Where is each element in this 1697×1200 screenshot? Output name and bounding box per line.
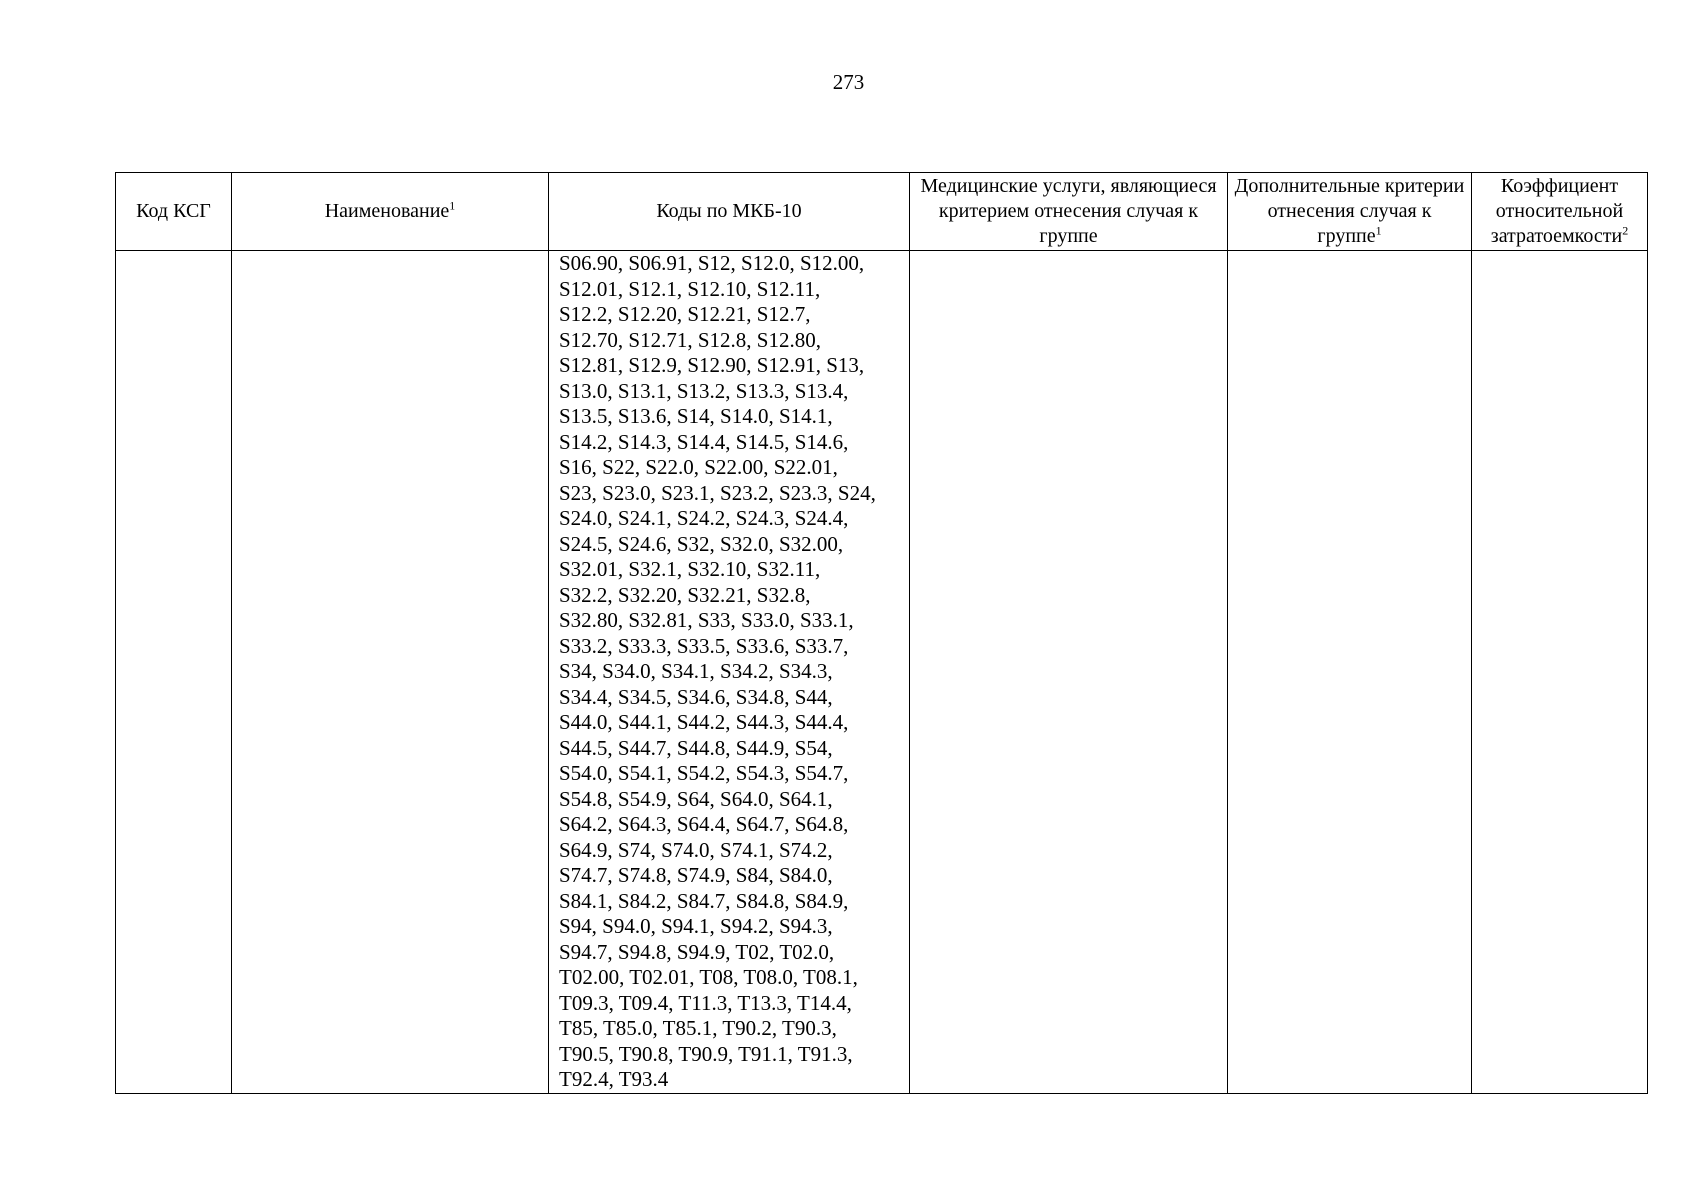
page-number: 273 (832, 70, 865, 94)
mkb-code-line: T09.3, T09.4, T11.3, T13.3, T14.4, (559, 990, 852, 1015)
header-mkb-codes (549, 173, 910, 251)
mkb-code-line: S44.0, S44.1, S44.2, S44.3, S44.4, (559, 710, 849, 734)
cell-ksg-code (116, 251, 232, 1094)
ksg-table (115, 172, 1648, 1094)
header-additional-criteria-text: Дополнительные критерии отнесения случая к группе$^1$ (1234, 175, 1465, 247)
table-row (116, 251, 1648, 1094)
mkb-code-line: S12.01, S12.1, S12.10, S12.11, (559, 276, 821, 301)
mkb-code-line: S32.80, S32.81, S33, S33.0, S33.1, (559, 608, 854, 632)
header-mkb-codes-text: Коды по МКБ-10 (656, 200, 802, 222)
mkb-code-line: S24.5, S24.6, S32, S32.0, S32.00, (559, 531, 844, 556)
header-additional-criteria (1228, 173, 1472, 251)
mkb-code-line: T90.5, T90.8, T90.9, T91.1, T91.3, (559, 1041, 853, 1066)
mkb-code-line: S33.2, S33.3, S33.5, S33.6, S33.7, (559, 633, 849, 658)
cell-name (232, 251, 549, 1094)
mkb-code-line: S12.2, S12.20, S12.21, S12.7, (559, 302, 811, 326)
mkb-code-line: S32.2, S32.20, S32.21, S32.8, (559, 582, 811, 607)
mkb-code-line: S06.90, S06.91, S12, S12.0, S12.00, (559, 251, 865, 275)
cell-medical-services (910, 251, 1228, 1094)
header-ksg-code (116, 173, 232, 251)
header-medical-services (910, 173, 1228, 251)
mkb-code-line: S94, S94.0, S94.1, S94.2, S94.3, (559, 914, 833, 938)
header-name (232, 173, 549, 251)
mkb-code-line: S23, S23.0, S23.1, S23.2, S23.3, S24, (559, 480, 876, 505)
mkb-code-line: T85, T85.0, T85.1, T90.2, T90.3, (559, 1016, 837, 1040)
footnote-marker: 2 (1622, 223, 1629, 238)
mkb-code-line: S54.0, S54.1, S54.2, S54.3, S54.7, (559, 761, 849, 785)
mkb-code-line: S16, S22, S22.0, S22.00, S22.01, (559, 455, 838, 479)
mkb-code-line: S64.2, S64.3, S64.4, S64.7, S64.8, (559, 812, 849, 836)
mkb-code-line: S13.5, S13.6, S14, S14.0, S14.1, (559, 404, 833, 428)
mkb-code-line: S44.5, S44.7, S44.8, S44.9, S54, (559, 735, 833, 760)
footnote-marker: 1 (449, 198, 456, 213)
mkb-code-line: S54.8, S54.9, S64, S64.0, S64.1, (559, 786, 833, 811)
header-name-text: Наименование$^1$ (324, 198, 456, 222)
mkb-code-line: S94.7, S94.8, S94.9, T02, T02.0, (559, 939, 835, 964)
cell-additional-criteria (1228, 251, 1472, 1094)
mkb-code-line: S24.0, S24.1, S24.2, S24.3, S24.4, (559, 506, 849, 530)
mkb-code-line: S12.70, S12.71, S12.8, S12.80, (559, 327, 821, 352)
mkb-code-line: S34.4, S34.5, S34.6, S34.8, S44, (559, 684, 833, 709)
mkb-code-line: S84.1, S84.2, S84.7, S84.8, S84.9, (559, 888, 849, 913)
mkb-code-line: S32.01, S32.1, S32.10, S32.11, (559, 557, 821, 581)
cell-coefficient (1472, 251, 1648, 1094)
header-medical-services-text: Медицинские услуги, являющиеся критерием отнесения случая к группе (920, 175, 1217, 247)
mkb-code-line: T92.4, T93.4 (559, 1067, 669, 1091)
header-ksg-code-text: Код КСГ (136, 200, 211, 222)
mkb-code-line: S64.9, S74, S74.0, S74.1, S74.2, (559, 837, 833, 862)
header-coefficient-text: Коэффициент относительной затратоемкости$^2$ (1490, 175, 1629, 247)
mkb-code-line: S13.0, S13.1, S13.2, S13.3, S13.4, (559, 378, 849, 403)
mkb-code-line: S34, S34.0, S34.1, S34.2, S34.3, (559, 659, 833, 683)
mkb-codes-list (559, 251, 909, 1093)
mkb-code-line: S12.81, S12.9, S12.90, S12.91, S13, (559, 353, 865, 377)
mkb-code-line: T02.00, T02.01, T08, T08.0, T08.1, (559, 965, 858, 989)
table-header-row (116, 173, 1648, 251)
mkb-code-line: S14.2, S14.3, S14.4, S14.5, S14.6, (559, 429, 849, 454)
mkb-code-line: S74.7, S74.8, S74.9, S84, S84.0, (559, 863, 833, 887)
cell-mkb-codes (549, 251, 910, 1094)
footnote-marker: 1 (1375, 223, 1382, 238)
header-coefficient (1472, 173, 1648, 251)
